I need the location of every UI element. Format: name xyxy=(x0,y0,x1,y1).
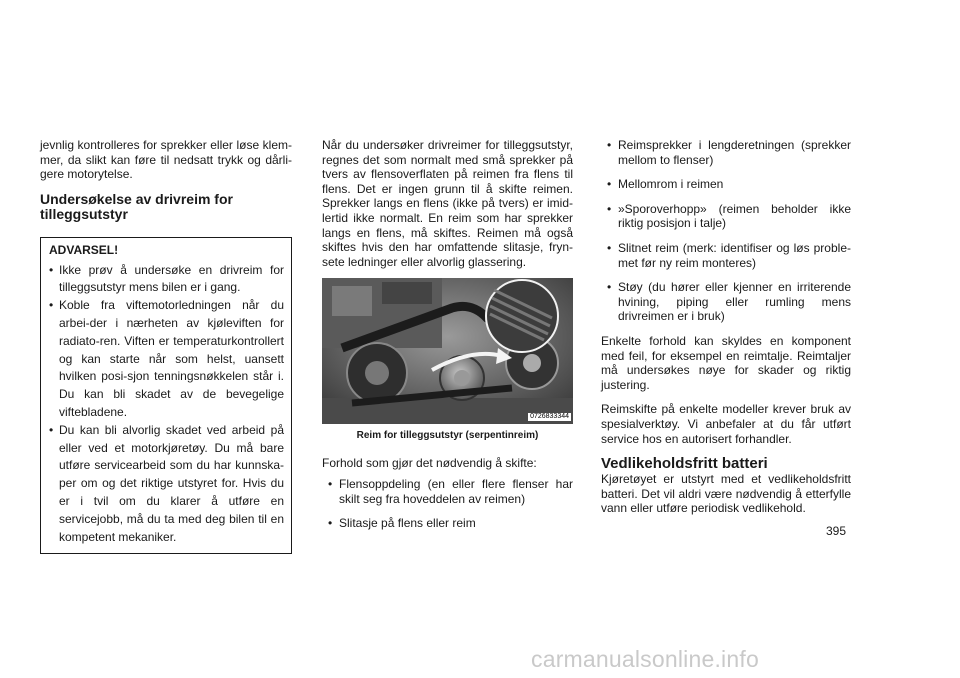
list-item: • Støy (du hører eller kjenner en irriterende hvining, piping eller rumling mens drivreimen er i bruk) xyxy=(607,280,851,324)
warning-list xyxy=(49,262,284,547)
belt-condition-list xyxy=(601,138,851,324)
warning-box xyxy=(40,237,292,555)
watermark: carmanualsonline.info xyxy=(531,646,759,672)
warning-item: • Du kan bli alvorlig skadet ved arbeid på eller ved et motorkjøretøy. Du må bare utføre servicearbeid som du har kunnska-per om og det riktige utstyret for. Hvis du er i tvil om du klarer å utføre en servicejobb, må du ta med deg bilen til en kompetent mekaniker. xyxy=(49,422,284,547)
figure-caption: Reim for tilleggsutstyr (serpentinreim) xyxy=(356,430,539,442)
warning-item: • Ikke prøv å undersøke en drivreim for tilleggsutstyr mens bilen er i gang. xyxy=(49,262,284,298)
list-item: • Reimsprekker i lengderetningen (sprekker mellom to flenser) xyxy=(607,138,851,167)
page-number: 395 xyxy=(826,524,847,538)
intro-paragraph: jevnlig kontrolleres for sprekker eller løse klem-mer, da slikt kan føre til nedsatt trykk og dårli-gere motorytelse. xyxy=(40,138,292,182)
pulley-paragraph: Enkelte forhold kan skyldes en komponent med feil, for eksempel en reimtalje. Reimtaljer må undersøkes nøye for skader og riktig justering. xyxy=(601,333,851,392)
list-item: • Flensoppdeling (en eller flere flenser har skilt seg fra hoveddelen av reimen) xyxy=(328,477,573,506)
figure-code: 0726833344 xyxy=(530,413,569,421)
engine-belt-illustration xyxy=(322,278,573,424)
list-item: • Slitnet reim (merk: identifiser og løs proble-met før ny reim monteres) xyxy=(607,241,851,270)
serpentine-belt-figure xyxy=(322,278,573,424)
conditions-list xyxy=(322,477,573,531)
column-right xyxy=(601,138,851,516)
belt-inspection-paragraph: Når du undersøker drivreimer for tilleggsutstyr, regnes det som normalt med små sprekker på tvers av flensoverflaten på reimen fra flens til flens. Det er ingen grunn til å skifte reimen. Sprekker langs en flens (ikke på tvers) er imid-lertid ikke normalt. En reim som har sprekker langs en flens, må skiftes. Reimen må også skiftes hvis den har omfattende slitasje, fryn-sete ledninger eller alvorlig glassering. xyxy=(322,138,573,269)
column-middle xyxy=(322,138,573,541)
section-heading-battery: Vedlikeholdsfritt batteri xyxy=(601,455,768,473)
list-item: • Slitasje på flens eller reim xyxy=(328,516,573,531)
warning-title: ADVARSEL! xyxy=(49,242,119,257)
warning-item: • Koble fra viftemotorledningen når du arbei-der i nærheten av kjøleviften for radiato-ren. Viften er temperaturkontrollert og kan starte når som helst, uansett hvilken posi-sjon tenningsnøkkelen står i. Du kan bli skadet av de bevegelige viftebladene. xyxy=(49,297,284,422)
battery-paragraph: Kjøretøyet er utstyrt med et vedlikeholdsfritt batteri. Det vil aldri være nødvendig å etterfylle vann eller utføre periodisk vedlikehold. xyxy=(601,472,851,516)
list-item: • Mellomrom i reimen xyxy=(607,177,851,192)
section-heading-drivreim: Undersøkelse av drivreim for tilleggsutstyr xyxy=(40,190,233,223)
column-left xyxy=(40,138,292,554)
conditions-intro: Forhold som gjør det nødvendig å skifte: xyxy=(322,456,537,471)
list-item: • »Sporoverhopp» (reimen beholder ikke riktig posisjon i talje) xyxy=(607,202,851,231)
service-paragraph: Reimskifte på enkelte modeller krever bruk av spesialverktøy. Vi anbefaler at du får utført service hos en autorisert forhandler. xyxy=(601,402,851,446)
